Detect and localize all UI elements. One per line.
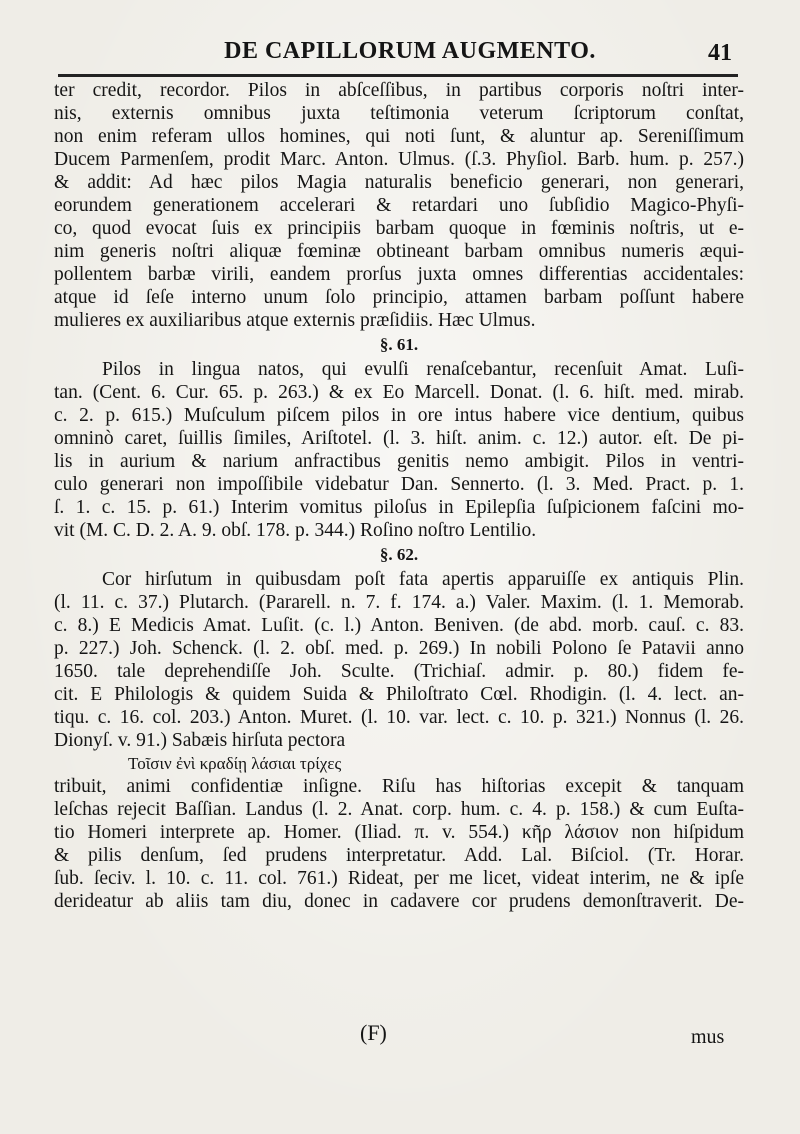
- text-line: tio Homeri interprete ap. Homer. (Iliad. π. v. 554.) κῆρ λάσιον non hiſpidum: [54, 822, 744, 843]
- text-line: lis in aurium & narium anfractibus genitis nemo ambigit. Pilos in ventri-: [54, 451, 744, 472]
- text-line: atque id ſeſe interno unum ſolo principio, attamen barbam poſſunt habere: [54, 287, 744, 308]
- section-heading: §. 61.: [379, 335, 419, 354]
- text-line: Ducem Parmenſem, prodit Marc. Anton. Ulmus. (ſ.3. Phyſiol. Barb. hum. p. 257.): [54, 149, 744, 170]
- text-line: Cor hirſutum in quibusdam poſt fata apertis apparuiſſe ex antiquis Plin.: [102, 569, 744, 590]
- text-line: p. 227.) Joh. Schenck. (l. 2. obſ. med. p. 269.) In nobili Polono ſe Patavii anno: [54, 638, 744, 659]
- text-line: ſub. ſeciv. l. 10. c. 11. col. 761.) Rideat, per me licet, videat interim, ne & ipſe: [54, 868, 744, 889]
- text-line: vit (M. C. D. 2. A. 9. obſ. 178. p. 344.) Roſino noſtro Lentilio.: [54, 520, 537, 541]
- text-line: eorundem generationem accelerari & retardari uno ſubſidio Magico-Phyſi-: [54, 195, 744, 216]
- text-line: nis, externis omnibus juxta teſtimonia veterum ſcriptorum conſtat,: [54, 103, 744, 124]
- page-number: 41: [708, 40, 732, 66]
- body-text: [54, 79, 744, 913]
- text-line: & addit: Ad hæc pilos Magia naturalis beneficio generari, non generari,: [54, 172, 744, 193]
- text-line: pollentem barbæ virili, eandem prorſus juxta omnes differentias accidentales:: [54, 264, 744, 285]
- text-line: nim generis noſtri aliquæ fœminæ obtineant barbam omnibus numeris æqui-: [54, 241, 744, 262]
- text-line: ter credit, recordor. Pilos in abſceſſibus, in partibus corporis noſtri inter-: [54, 80, 744, 101]
- text-line: 1650. tale deprehendiſſe Joh. Sculte. (Trichiaſ. admir. p. 80.) fidem fe-: [54, 661, 744, 682]
- running-header: DE CAPILLORUM AUGMENTO.: [224, 38, 596, 64]
- text-line: Pilos in lingua natos, qui evulſi renaſcebantur, recenſuit Amat. Luſi-: [102, 359, 744, 380]
- text-line: & pilis denſum, ſed prudens interpretatur. Add. Lal. Biſciol. (Tr. Horar.: [54, 845, 744, 866]
- text-line: c. 8.) E Medicis Amat. Luſit. (c. l.) Anton. Beniven. (de abd. morb. cauſ. c. 83.: [54, 615, 744, 636]
- text-line: omninò caret, ſuillis ſimiles, Ariſtotel. (l. 3. hiſt. anim. c. 12.) autor. eſt. De pi-: [54, 428, 744, 449]
- text-line: tiqu. c. 16. col. 203.) Anton. Muret. (l. 10. var. lect. c. 10. p. 321.) Nonnus (l. 26.: [54, 707, 744, 728]
- section-heading: §. 62.: [379, 545, 419, 564]
- text-line: mulieres ex auxiliaribus atque externis præſidiis. Hæc Ulmus.: [54, 310, 536, 331]
- text-line: ſ. 1. c. 15. p. 61.) Interim vomitus piloſus in Epilepſia ſuſpicionem faſcini mo-: [54, 497, 744, 518]
- text-line: (l. 11. c. 37.) Plutarch. (Pararell. n. 7. f. 174. a.) Valer. Maxim. (l. 1. Memorab.: [54, 592, 744, 613]
- greek-quote-line: Τοῖσιν ἐνὶ κραδίῃ λάσιαι τρίχες: [128, 754, 342, 773]
- text-line: leſchas rejecit Baſſian. Landus (l. 2. Anat. corp. hum. c. 4. p. 158.) & cum Euſta-: [54, 799, 744, 820]
- text-line: tribuit, animi confidentiæ inſigne. Riſu has hiſtorias excepit & tanquam: [54, 776, 744, 797]
- signature-mark: (F): [360, 1020, 387, 1045]
- catchword: mus: [691, 1026, 725, 1048]
- text-line: co, quod evocat ſuis ex principiis barbam quoque in fœminis noſtris, ut e-: [54, 218, 744, 239]
- text-line: tan. (Cent. 6. Cur. 65. p. 263.) & ex Eo Marcell. Donat. (l. 6. hiſt. med. mirab.: [54, 382, 744, 403]
- text-line: non enim referam ullos homines, qui noti ſunt, & aluntur ap. Sereniſſimum: [54, 126, 744, 147]
- header-rule: [58, 74, 738, 77]
- text-line: culo generari non impoſſibile videbatur Dan. Sennerto. (l. 3. Med. Pract. p. 1.: [54, 474, 744, 495]
- text-line: cit. E Philologis & quidem Suida & Philoſtrato Cœl. Rhodigin. (l. 4. lect. an-: [54, 684, 744, 705]
- text-line: derideatur ab aliis tam diu, donec in cadavere cor prudens demonſtraverit. De-: [54, 891, 744, 912]
- text-line: c. 2. p. 615.) Muſculum piſcem pilos in ore intus habere vice dentium, quibus: [54, 405, 744, 426]
- text-line: Dionyſ. v. 91.) Sabæis hirſuta pectora: [54, 730, 346, 751]
